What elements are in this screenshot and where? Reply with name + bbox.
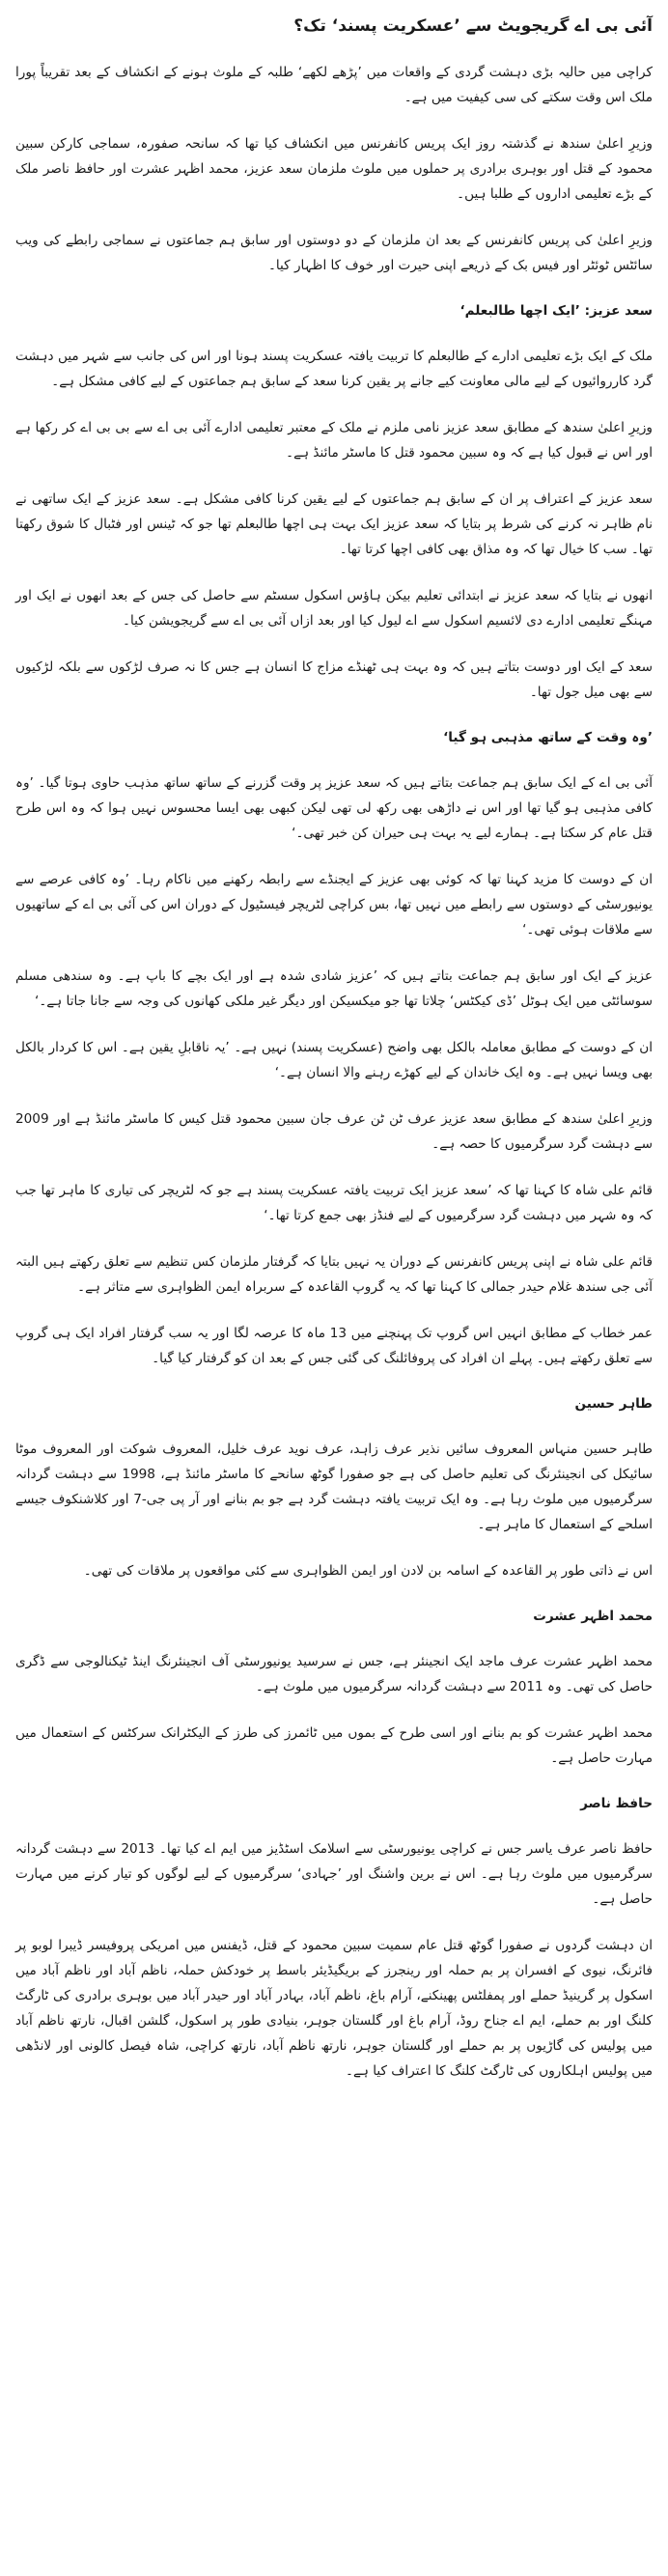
article-paragraph: کراچی میں حالیہ بڑی دہشت گردی کے واقعات میں ’پڑھے لکھے‘ طلبہ کے ملوث ہونے کے انکشاف کے بعد تقریباً پورا ملک اس وقت سکتے کی سی کیفیت میں ہے۔ bbox=[15, 65, 653, 105]
article-paragraph: ان کے دوست کا مزید کہنا تھا کہ کوئی بھی عزیز کے ایجنڈے سے رابطہ رکھنے میں ناکام رہا۔ ’وہ کافی عرصے سے یونیورسٹی کے دوستوں سے رابطے میں نہیں تھا، بس کراچی لٹریچر فیسٹیول کے دوران اس کی آئی بی اے کے ساتھیوں سے ملاقات ہوئی تھی۔‘ bbox=[15, 872, 653, 938]
article-paragraph: ملک کے ایک بڑے تعلیمی ادارے کے طالبعلم کا تربیت یافتہ عسکریت پسند ہونا اور اس کی جانب سے شہر میں دہشت گرد کارروائیوں کے لیے مالی معاونت کیے جانے پر یقین کرنا سعد کے سابق ہم جماعتوں کے لیے کافی مشکل ہے۔ bbox=[15, 349, 653, 389]
article-title: آئی بی اے گریجویٹ سے ’عسکریت پسند‘ تک؟ bbox=[293, 16, 653, 36]
article-paragraph: حافظ ناصر عرف یاسر جس نے کراچی یونیورسٹی سے اسلامک اسٹڈیز میں ایم اے کیا تھا۔ 2013 سے دہشت گردانہ سرگرمیوں میں ملوث رہا ہے۔ اس نے برین واشنگ اور ’جہادی‘ سرگرمیوں کے لیے لوگوں کو تیار کرنے میں مہارت حاصل ہے۔ bbox=[15, 1841, 654, 1907]
section-heading: طاہر حسین bbox=[574, 1396, 653, 1412]
article-paragraph: سعد کے ایک اور دوست بتاتے ہیں کہ وہ بہت ہی ٹھنڈے مزاج کا انسان ہے جس کا نہ صرف لڑکوں سے بلکہ لڑکیوں سے بھی میل جول تھا۔ bbox=[15, 659, 653, 700]
article-paragraph: آئی بی اے کے ایک سابق ہم جماعت بتاتے ہیں کہ سعد عزیز پر وقت گزرنے کے ساتھ ساتھ مذہب حاوی ہوتا گیا۔ ’وہ کافی مذہبی ہو گیا تھا اور اس نے داڑھی بھی رکھ لی تھی لیکن کبھی بھی ایسا محسوس نہیں ہوا کہ وہ اس طرح قتل عام کر سکتا ہے۔ ہمارے لیے یہ بہت ہی حیران کن خبر تھی۔‘ bbox=[15, 775, 653, 841]
article-paragraph: محمد اظہر عشرت عرف ماجد ایک انجینئر ہے، جس نے سرسید یونیورسٹی آف انجینئرنگ اینڈ ٹیکنالوجی سے ڈگری حاصل کی تھی۔ وہ 2011 سے دہشت گردانہ سرگرمیوں میں ملوث ہے۔ bbox=[15, 1654, 653, 1694]
article-paragraph: طاہر حسین منہاس المعروف سائیں نذیر عرف زاہد، عرف نوید عرف خلیل، المعروف شوکت اور المعروف موٹا سائیکل کی انجینئرنگ کی تعلیم حاصل کی ہے جو صفورا گوٹھ سانحے کا ماسٹر مائنڈ ہے، 1998 سے دہشت گردانہ سرگرمیوں میں ملوث رہا ہے۔ وہ ایک تربیت یافتہ دہشت گرد ہے جو بم بنانے اور آر پی جی-7 اور کلاشنکوف جیسے اسلحے کے استعمال کا ماہر ہے۔ bbox=[15, 1442, 653, 1532]
section-heading: سعد عزیز: ’ایک اچھا طالبعلم‘ bbox=[459, 303, 653, 319]
article-paragraph: وزیرِ اعلیٰ سندھ کے مطابق سعد عزیز نامی ملزم نے ملک کے معتبر تعلیمی ادارے آئی بی اے سے بی بی اے کر رکھا ہے اور اس نے قبول کیا ہے کہ وہ سبین محمود قتل کا ماسٹر مائنڈ ہے۔ bbox=[15, 420, 653, 461]
article-paragraph: عزیز کے ایک اور سابق ہم جماعت بتاتے ہیں کہ ’عزیز شادی شدہ ہے اور ایک بچے کا باپ ہے۔ وہ سندھی مسلم سوسائٹی میں ایک ہوٹل ’ڈی کیکٹس‘ چلاتا تھا جو میکسیکن اور دیگر غیر ملکی کھانوں کی وجہ سے جانا جاتا ہے۔‘ bbox=[15, 968, 653, 1009]
article-paragraph: وزیرِ اعلیٰ سندھ نے گذشتہ روز ایک پریس کانفرنس میں انکشاف کیا تھا کہ سانحہ صفورہ، سماجی کارکن سبین محمود کے قتل اور بوہری برادری پر حملوں میں ملوث ملزمان سعد عزیز، محمد اظہر عشرت اور حافظ ناصر ملک کے بڑے تعلیمی اداروں کے طلبا ہیں۔ bbox=[15, 136, 653, 202]
article-paragraph: عمر خطاب کے مطابق انہیں اس گروپ تک پہنچنے میں 13 ماہ کا عرصہ لگا اور یہ سب گرفتار افراد ایک ہی گروپ سے تعلق رکھتے ہیں۔ پہلے ان افراد کی پروفائلنگ کی گئی جس کے بعد ان کو گرفتار کیا گیا۔ bbox=[15, 1326, 653, 1366]
article-paragraph: محمد اظہر عشرت کو بم بنانے اور اسی طرح کے بموں میں ٹائمرز کی طرز کے الیکٹرانک سرکٹس کے استعمال میں مہارت حاصل ہے۔ bbox=[15, 1725, 653, 1766]
section-heading: حافظ ناصر bbox=[580, 1796, 653, 1811]
article-paragraph: وزیرِ اعلیٰ کی پریس کانفرنس کے بعد ان ملزمان کے دو دوستوں اور سابق ہم جماعتوں نے سماجی رابطے کی ویب سائٹس ٹوئٹر اور فیس بک کے ذریعے اپنی حیرت اور خوف کا اظہار کیا۔ bbox=[15, 233, 653, 273]
article-paragraph: انھوں نے بتایا کہ سعد عزیز نے ابتدائی تعلیم بیکن ہاؤس اسکول سسٹم سے حاصل کی جس کے بعد انھوں نے ایک اور مہنگے تعلیمی ادارے دی لائسیم اسکول سے اے لیول کیا اور بعد ازاں آئی بی اے سے گریجویشن کیا۔ bbox=[15, 588, 653, 629]
article-body bbox=[15, 60, 653, 2084]
article-paragraph: ان کے دوست کے مطابق معاملہ بالکل بھی واضح (عسکریت پسند) نہیں ہے۔ ’یہ ناقابلِ یقین ہے۔ اس کا کردار بالکل بھی ویسا نہیں ہے۔ وہ ایک خاندان کے لیے کھڑے رہنے والا انسان ہے۔‘ bbox=[15, 1040, 653, 1080]
article-paragraph: اس نے ذاتی طور پر القاعدہ کے اسامہ بن لادن اور ایمن الظواہری سے کئی مواقعوں پر ملاقات کی تھی۔ bbox=[83, 1563, 653, 1579]
article-paragraph: ان دہشت گردوں نے صفورا گوٹھ قتل عام سمیت سبین محمود کے قتل، ڈیفنس میں امریکی پروفیسر ڈیبرا لوبو پر فائرنگ، نیوی کے افسران پر بم حملہ اور رینجرز کے بریگیڈیئر باسط پر خودکش حملہ، ناظم آباد اور ناظم آباد میں اسکول پر گرینیڈ حملے اور پمفلٹس پھینکنے، آرام باغ، ناظم آباد، بہادر آباد اور حیدر آباد میں بوہری برادری کی ٹارگٹ کلنگ اور بم حملے، ایم اے جناح روڈ، آرام باغ اور گلستان جوہر، بنیادی طور پر اسکول، گلشن اقبال، نارتھ ناظم آباد میں پولیس کی گاڑیوں پر بم حملے اور گلستان جوہر، نارتھ ناظم آباد، نارتھ کراچی، شاہ فیصل کالونی اور لانڈھی میں پولیس اہلکاروں کی ٹارگٹ کلنگ کا اعتراف کیا ہے۔ bbox=[15, 1938, 653, 2079]
section-heading: محمد اظہر عشرت bbox=[533, 1609, 653, 1624]
article-paragraph: قائم علی شاہ نے اپنی پریس کانفرنس کے دوران یہ نہیں بتایا کہ گرفتار ملزمان کس تنظیم سے تعلق رکھتے ہیں البتہ آئی جی سندھ غلام حیدر جمالی کا کہنا تھا کہ یہ گروپ القاعدہ کے سربراہ ایمن الظواہری سے متاثر ہے۔ bbox=[15, 1254, 653, 1295]
section-heading: ’وہ وقت کے ساتھ مذہبی ہو گیا‘ bbox=[443, 730, 653, 745]
article-paragraph: وزیرِ اعلیٰ سندھ کے مطابق سعد عزیز عرف ٹن ٹن عرف جان سبین محمود قتل کیس کا ماسٹر مائنڈ ہے اور 2009 سے دہشت گرد سرگرمیوں کا حصہ ہے۔ bbox=[15, 1111, 653, 1152]
article-paragraph: سعد عزیز کے اعتراف پر ان کے سابق ہم جماعتوں کے لیے یقین کرنا کافی مشکل ہے۔ سعد عزیز کے ایک ساتھی نے نام ظاہر نہ کرنے کی شرط پر بتایا کہ سعد عزیز ایک بہت ہی اچھا طالبعلم تھا جو کہ ٹینس اور فٹبال کا شوق رکھتا تھا۔ سب کا خیال تھا کہ وہ مذاق بھی کافی اچھا کرتا تھا۔ bbox=[15, 491, 653, 557]
article-paragraph: قائم علی شاہ کا کہنا تھا کہ ’سعد عزیز ایک تربیت یافتہ عسکریت پسند ہے جو کہ لٹریچر کی تیاری کا ماہر تھا جب کہ وہ شہر میں دہشت گرد سرگرمیوں کے لیے فنڈز بھی جمع کرتا تھا۔‘ bbox=[15, 1183, 653, 1223]
